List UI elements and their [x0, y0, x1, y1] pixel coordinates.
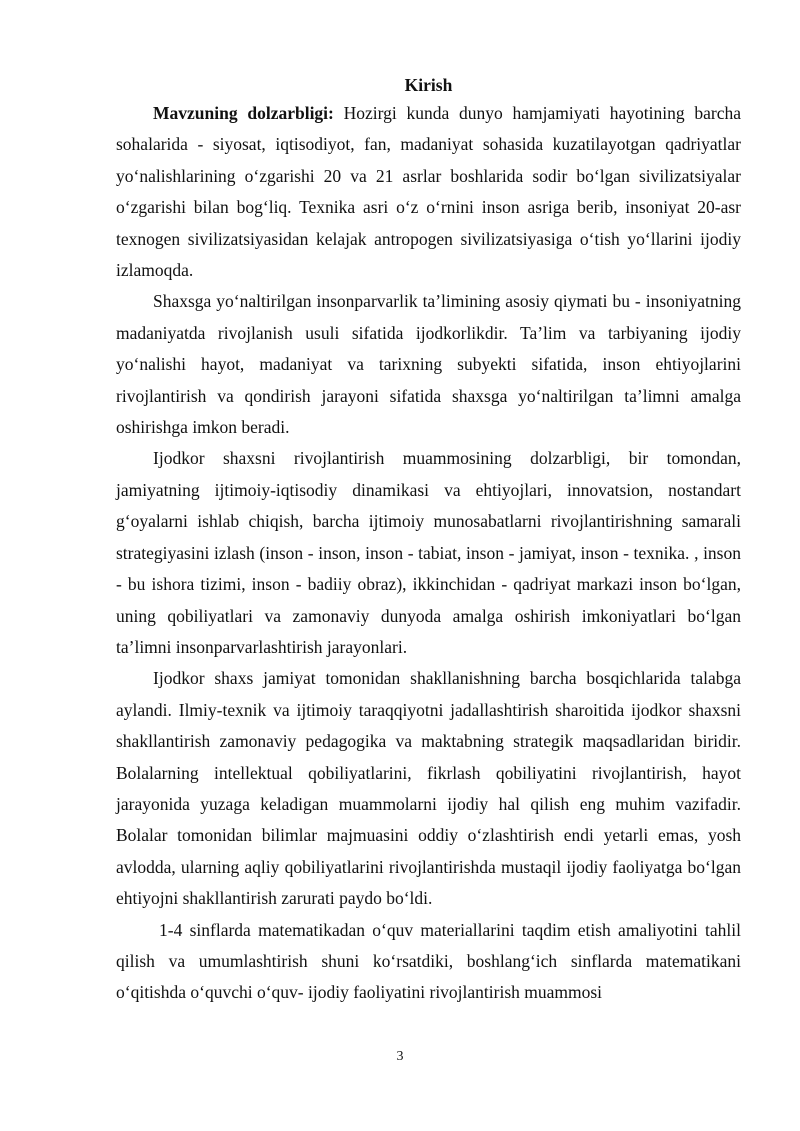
paragraph-society-demand: Ijodkor shaxs jamiyat tomonidan shakllanishning barcha bosqichlarida talabga aylandi. Ilmiy-texnik va ijtimoiy taraqqiyotni jadallashtirish sharoitida ijodkor shaxsni shakllantirish zamonaviy pedagogika va maktabning strategik maqsadlaridan biridir. Bolalarning intellektual qobiliyatlarini, fikrlash qobiliyatini rivojlantirish, hayot jarayonida yuzaga keladigan muammolarni ijodiy hal qilish eng muhim vazifadir. Bolalar tomonidan bilimlar majmuasini oddiy o‘zlashtirish endi yetarli emas, yosh avlodda, ularning aqliy qobiliyatlarini rivojlantirishda mustaqil ijodiy faoliyatga bo‘lgan ehtiyojni shakllantirish zarurati paydo bo‘ldi.	[116, 668, 741, 909]
section-title: Kirish	[404, 75, 453, 95]
paragraph-relevance	[116, 98, 741, 286]
document-body	[116, 74, 741, 1009]
paragraph-mathematics: 1-4 sinflarda matematikadan o‘quv materiallarini taqdim etish amaliyotini tahlil qilish va umumlashtirish shuni ko‘rsatdiki, boshlang‘ich sinflarda matematikani o‘qitishda o‘quvchi o‘quv- ijodiy faoliyatini rivojlantirish muammosi	[116, 919, 741, 1003]
paragraph-lead: Mavzuning dolzarbligi:	[153, 103, 334, 123]
paragraph-humanistic-education: Shaxsga yo‘naltirilgan insonparvarlik ta’limining asosiy qiymati bu - insoniyatning madaniyatda rivojlanish usuli sifatida ijodkorlikdir. Ta’lim va tarbiyaning ijodiy yo‘nalishi hayot, madaniyat va tarixning subyekti sifatida, inson ehtiyojlarini rivojlantirish va qondirish jarayoni sifatida shaxsga yo‘naltirilgan ta’limni amalga oshirishga imkon beradi.	[116, 291, 741, 438]
paragraph-text: Hozirgi kunda dunyo hamjamiyati hayotining barcha sohalarida - siyosat, iqtisodiyot, fan, madaniyat sohasida kuzatilayotgan qadriyatlar yo‘nalishlarining o‘zgarishi 20 va 21 asrlar boshlarida sodir bo‘lgan sivilizatsiyalar o‘zgarishi bilan bog‘liq. Texnika asri o‘z o‘rnini inson asriga berib, insoniyat 20-asr texnogen sivilizatsiyasidan kelajak antropogen sivilizatsiyasiga o‘tish yo‘llarini ijodiy izlamoqda.	[116, 103, 741, 281]
paragraph-creative-personality: Ijodkor shaxsni rivojlantirish muammosining dolzarbligi, bir tomondan, jamiyatning ijtimoiy-iqtisodiy dinamikasi va ehtiyojlari, innovatsion, nostandart g‘oyalarni ishlab chiqish, barcha ijtimoiy munosabatlarni rivojlantirishning samarali strategiyasini izlash (inson - inson, inson - tabiat, inson - jamiyat, inson - texnika. , inson - bu ishora tizimi, inson - badiiy obraz), ikkinchidan - qadriyat markazi inson bo‘lgan, uning qobiliyatlari va zamonaviy dunyoda amalga oshirish imkoniyatlari bo‘lgan ta’limni insonparvarlashtirish jarayonlari.	[116, 448, 741, 657]
page-number: 3	[396, 1049, 404, 1064]
